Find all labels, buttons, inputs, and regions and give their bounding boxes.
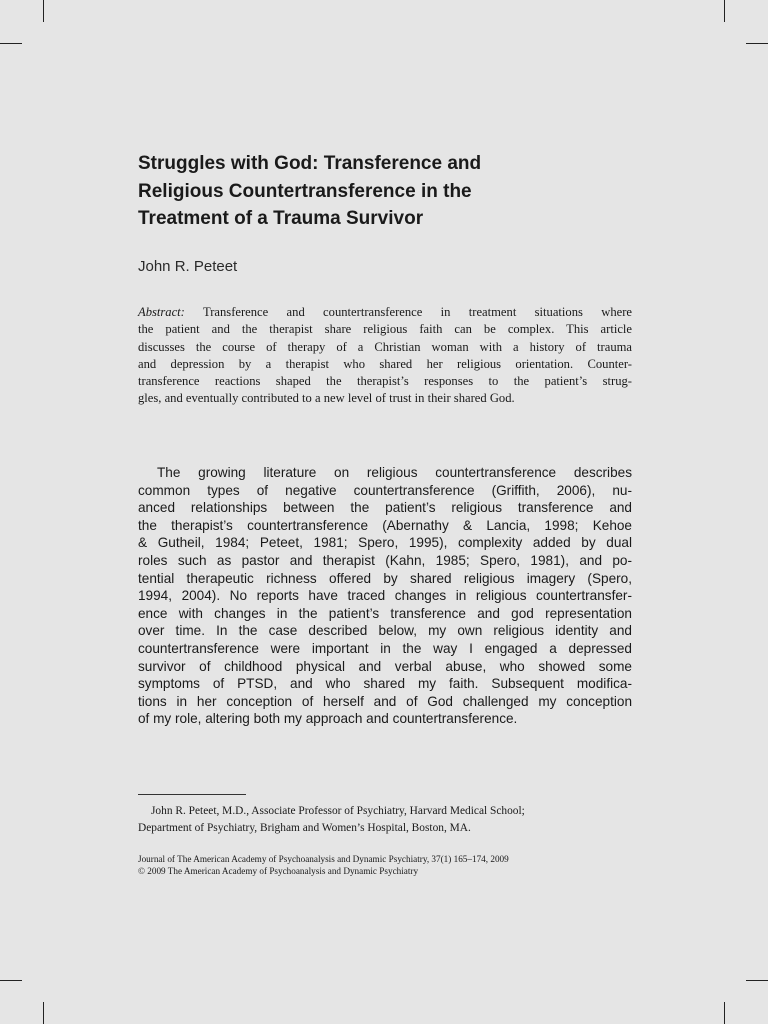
body-line: anced relationships between the patient’s religious transference and bbox=[138, 500, 632, 516]
body-line: survivor of childhood physical and verbal abuse, who showed some bbox=[138, 658, 632, 674]
footnote-line: John R. Peteet, M.D., Associate Professor of Psychiatry, Harvard Medical School; bbox=[151, 805, 525, 817]
abstract-line: discusses the course of therapy of a Christian woman with a history of trauma bbox=[138, 339, 632, 354]
crop-mark-bottom-left-h bbox=[0, 980, 22, 981]
body-line: over time. In the case described below, my own religious identity and bbox=[138, 623, 632, 639]
crop-mark-top-right-h bbox=[746, 43, 768, 44]
article-title bbox=[138, 150, 658, 233]
body-line: countertransference were important in the way I engaged a depressed bbox=[138, 640, 632, 656]
abstract-line: transference reactions shaped the therapist’s responses to the patient’s strug- bbox=[138, 374, 632, 389]
body-paragraph bbox=[138, 464, 632, 728]
body-line: The growing literature on religious countertransference describes bbox=[157, 465, 632, 480]
author-footnote bbox=[138, 803, 632, 837]
body-line: common types of negative countertransference (Griffith, 2006), nu- bbox=[138, 482, 632, 498]
title-line: Religious Countertransference in the bbox=[138, 180, 472, 202]
journal-citation bbox=[138, 853, 632, 878]
body-line: of my role, altering both my approach and countertransference. bbox=[138, 711, 518, 727]
body-line: tential therapeutic richness offered by shared religious imagery (Spero, bbox=[138, 570, 632, 586]
body-line: the therapist’s countertransference (Abernathy & Lancia, 1998; Kehoe bbox=[138, 517, 632, 533]
abstract-text: Transference and countertransference in treatment situations where bbox=[184, 305, 632, 319]
body-line: & Gutheil, 1984; Peteet, 1981; Spero, 1995), complexity added by dual bbox=[138, 535, 632, 551]
crop-mark-top-right bbox=[724, 0, 725, 22]
author-name: John R. Peteet bbox=[138, 258, 238, 275]
crop-mark-top-left bbox=[43, 0, 44, 22]
body-line: tions in her conception of herself and of God challenged my conception bbox=[138, 693, 632, 709]
body-line: 1994, 2004). No reports have traced changes in religious countertransfer- bbox=[138, 588, 632, 604]
crop-mark-top-left-h bbox=[0, 43, 22, 44]
abstract-line: gles, and eventually contributed to a new level of trust in their shared God. bbox=[138, 391, 515, 406]
abstract-line: and depression by a therapist who shared her religious orientation. Counter- bbox=[138, 356, 632, 371]
copyright-line: © 2009 The American Academy of Psychoanalysis and Dynamic Psychiatry bbox=[138, 866, 419, 877]
footnote-rule bbox=[138, 794, 246, 795]
abstract bbox=[138, 304, 632, 408]
body-line: ence with changes in the patient’s transference and god representation bbox=[138, 605, 632, 621]
journal-line: Journal of The American Academy of Psychoanalysis and Dynamic Psychiatry, 37(1) 165–174, 2009 bbox=[138, 854, 509, 864]
abstract-label: Abstract: bbox=[138, 305, 185, 319]
footnote-line: Department of Psychiatry, Brigham and Women’s Hospital, Boston, MA. bbox=[138, 822, 471, 834]
crop-mark-bottom-right bbox=[724, 1002, 725, 1024]
title-line: Treatment of a Trauma Survivor bbox=[138, 208, 424, 229]
title-line: Struggles with God: Transference and bbox=[138, 153, 482, 174]
body-line: roles such as pastor and therapist (Kahn, 1985; Spero, 1981), and po- bbox=[138, 552, 632, 568]
crop-mark-bottom-left bbox=[43, 1002, 44, 1024]
abstract-line bbox=[138, 304, 632, 321]
crop-mark-bottom-right-h bbox=[746, 980, 768, 981]
body-line: symptoms of PTSD, and who shared my faith. Subsequent modifica- bbox=[138, 676, 632, 692]
abstract-line: the patient and the therapist share religious faith can be complex. This article bbox=[138, 322, 632, 337]
